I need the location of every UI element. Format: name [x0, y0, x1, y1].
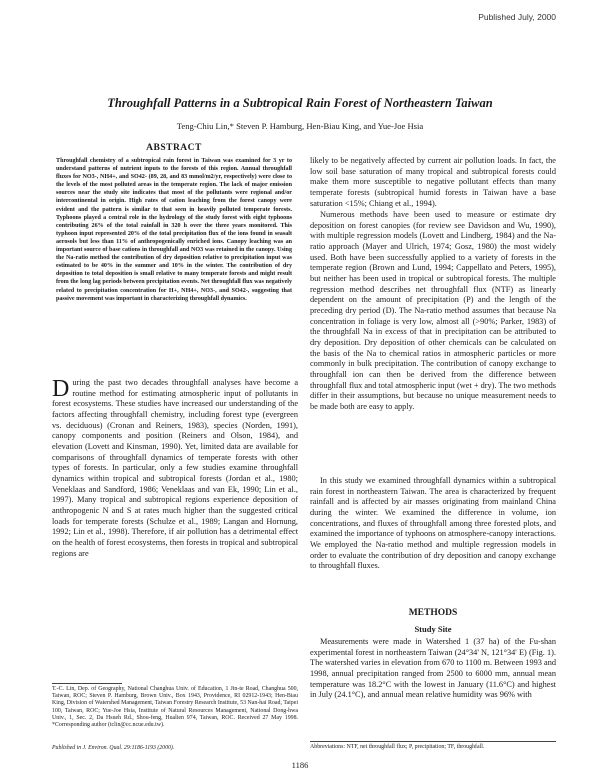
methods-heading: METHODS	[408, 608, 458, 618]
right-paragraph-3: In this study we examined throughfall dynamics within a subtropical rain forest in northeastern Taiwan. The area is characterized by frequent rainfall and is affected by air masses originating from mainland China during the winter. We examined the difference in volume, ion concentrations, and fluxes of throughfall among three forested plots, and examined the importance of typhoons on atmosphere-canopy interactions. We employed the Na-ratio method and multiple regression models in order to evaluate the contribution of dry deposition and canopy exchange to throughfall fluxes.	[310, 476, 556, 571]
page-number: 1186	[291, 760, 309, 770]
abstract-heading: ABSTRACT	[146, 143, 202, 153]
introduction-paragraph	[52, 378, 298, 559]
right-paragraph-2: Numerous methods have been used to measure or estimate dry deposition on forest canopies (for review see Davidson and Wu, 1990), with multiple regression models (Lovett and Lindberg, 1984) and the Na-ratio approach (Mayer and Ulrich, 1974; Gosz, 1980) the most widely used. Both have been successfully applied to a variety of forests in the temperate region (Brown and Lund, 1994; Cappellato and Peters, 1995), but neither has been used in tropical or subtropical forests. The multiple regression method describes net throughfall flux (NTF) as linearly dependent on the amount of precipitation (P) and the length of the preceding dry period (D). The Na-ratio method assumes that because Na concentration in foliage is very low, almost all (>90%; Parker, 1983) of the throughfall Na in excess of that in precipitation can be attributed to dry deposition. Dry deposition of other chemicals can be calculated on the basis of the Na to chemical ratios in atmospheric particles or more commonly in bulk precipitation. The contribution of canopy exchange to throughfall ion can then be derived from the difference between throughfall flux and total atmospheric input (wet + dry). The two methods differ in their assumptions, but because no unique measurement needs to be made both are easy to apply.	[310, 210, 557, 411]
study-site-paragraph: Measurements were made in Watershed 1 (37 ha) of the Fu-shan experimental forest in northeastern Taiwan (24°34' N, 121°34' E) (Fig. 1). The watershed varies in elevation from 670 to 1100 m. Between 1993 and 1998, annual precipitation ranged from 2500 to 6000 mm, annual mean temperature was 18.2°C with the lowest in January (11.6°C) and highest in July (24.1°C), and annual mean relative humidity was 96% with	[310, 637, 556, 700]
study-site-heading: Study Site	[414, 624, 452, 634]
footnote-rule	[52, 683, 122, 684]
introduction-text: uring the past two decades throughfall analyses have become a routine method for estimating atmospheric input of pollutants in forest ecosystems. These studies have increased our understanding of the factors affecting throughfall chemistry, including forest type (evergreen vs. deciduous) (Cronan and Reiners, 1983), species (Norden, 1991), canopy components and position (Reiners and Olson, 1984), and elevation (Lovett and Kinsman, 1990). Yet, limited data are available for comparisons of throughfall dynamics of temperate forests with other types of forests. In particular, only a few studies examine throughfall dynamics within tropical and subtropical forests (Jordan et al., 1980; Veneklaas and Sandford, 1986; Veneklaas and van Ek, 1990; Lin et al., 1997). Many tropical and subtropical regions experience deposition of anthropogenic N and S at rates much higher than the suggested critical loads for temperate forests (Schulze et al., 1989; Langan and Hornung, 1992; Lin et al., 1998). Therefore, if air pollution has a detrimental effect on the health of forest ecosystems, then forests in tropical and subtropical regions are	[52, 378, 298, 558]
drop-cap: D	[52, 376, 70, 402]
abbreviations-rule	[310, 741, 556, 742]
abbreviations-note: Abbreviations: NTF, net throughfall flux; P, precipitation; TF, throughfall.	[310, 744, 485, 750]
author-line: Teng-Chiu Lin,* Steven P. Hamburg, Hen-Biau King, and Yue-Joe Hsia	[176, 121, 424, 131]
abstract-text: Throughfall chemistry of a subtropical rain forest in Taiwan was examined for 3 yr to understand patterns of nutrient inputs to the forests of this region. Annual throughfall fluxes for NO3-, NH4+, and SO42- (89, 28, and 83 mmol/m2/yr, respectively) were close to the levels of the most polluted areas in the temperate region. The lack of major emission sources near the study site indicates that most of the pollutants were regional and/or intercontinental in origin. High rates of cation leaching from the forest canopy were evident and the pattern is similar to that seen in heavily polluted temperate forests. Typhoons played a central role in the hydrology of the study forest with eight typhoons contributing 26% of the total rainfall in 320 h over the three years monitored. This typhoon input represented 20% of the total precipitation flux of the ions found in seasalt aerosols but less than 11% of anthropogenically enriched ions. Canopy leaching was an important source of base cations in throughfall and NO3 was retained in the canopy. Using the Na-ratio method the contribution of dry deposition relative to precipitation input was estimated to be 40% in the summer and 10% in the winter. The contribution of dry deposition to total deposition is small relative to many temperate forests and might result from the long lag periods between precipitation events. Net throughfall flux was negatively related to precipitation concentration for H+, NH4+, NO3-, and SO42-, suggesting that passive movement was important in characterizing throughfall dynamics.	[56, 158, 292, 302]
journal-citation: Published in J. Environ. Qual. 29:1186-1193 (2000).	[52, 745, 175, 751]
paper-title: Throughfall Patterns in a Subtropical Rain Forest of Northeastern Taiwan	[107, 96, 493, 110]
right-paragraph-1: likely to be negatively affected by current air pollution loads. In fact, the low soil base saturation of many tropical and subtropical forests could make them more susceptible to negative pollutant effects than many temperate forests (subtropical humid forests in Taiwan have a base saturation <15%; Chiang et al., 1994).	[310, 156, 556, 208]
published-date: Published July, 2000	[478, 12, 556, 22]
author-affiliations-footnote: T.-C. Lin, Dep. of Geography, National Changhua Univ. of Education, 1 Jin-te Road, Changhua 500, Taiwan, ROC; Steven P. Hamburg, Brown Univ., Box 1943, Providence, RI 02912-1943; Hen-Biau King, Division of Watershed Management, Taiwan Forestry Research Institute, 53 Nan-hai Road, Taipei 100, Taiwan, ROC; Yue-Joe Hsia, Institute of Natural Resources Management, National Dong-hwa Univ., 1, Sec. 2, Da Hsueh Rd., Shou-feng, Hualien 974, Taiwan, ROC. Received 27 May 1998. *Corresponding author (tclin@cc.ncue.edu.tw).	[52, 686, 298, 729]
